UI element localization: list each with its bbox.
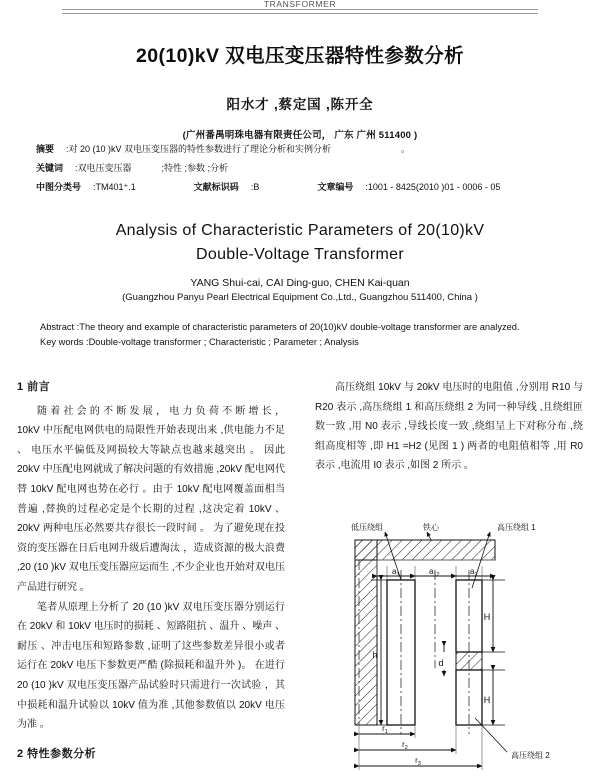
figure-svg bbox=[315, 518, 587, 776]
chinese-abstract-block bbox=[36, 140, 576, 197]
core-yoke bbox=[355, 540, 495, 560]
english-abstract-text: Abstract :The theory and example of characteristic parameters of 20(10)kV double-voltage transformer are analyzed. bbox=[40, 322, 520, 332]
label-a12: $a_{12}$ bbox=[429, 567, 440, 578]
label-r2: $r_2$ bbox=[402, 740, 408, 751]
keywords-primary: :双电压变压器 bbox=[75, 163, 132, 173]
chinese-affiliation: (广州番禺明珠电器有限责任公司， 广东 广州 511400 ) bbox=[182, 130, 418, 141]
keywords-row bbox=[36, 159, 576, 178]
document-code-value: :B bbox=[250, 182, 260, 192]
english-keywords: Key words :Double-voltage transformer ; Characteristic ; Parameter ; Analysis bbox=[40, 337, 359, 347]
section-heading-1: 1 前言 bbox=[17, 381, 51, 393]
label-hv-winding-1: 高压绕组 1 bbox=[497, 523, 536, 532]
english-title-line-2: Double-Voltage Transformer bbox=[196, 246, 404, 263]
article-number-label: 文章编号 bbox=[317, 182, 354, 192]
english-affiliation: (Guangzhou Panyu Pearl Electrical Equipment Co.,Ltd., Guangzhou 511400, China ) bbox=[122, 292, 478, 303]
leader-hv-winding-2 bbox=[475, 718, 507, 752]
page-title: 20(10)kV 双电压变压器特性参数分析 bbox=[135, 45, 465, 67]
document-code-label: 文献标识码 bbox=[193, 182, 239, 192]
abstract-text: :对 20 (10 )kV 双电压变压器的特性参数进行了理论分析和实例分析 bbox=[66, 144, 332, 154]
abstract-end-mark: 。 bbox=[401, 144, 411, 154]
label-r1: $r_1$ bbox=[382, 724, 388, 735]
keywords-rest: ;特性 ;参数 ;分析 bbox=[161, 163, 229, 173]
identifier-row bbox=[36, 178, 576, 197]
header-rule-bottom bbox=[62, 13, 538, 14]
abstract-label: 摘要 bbox=[36, 144, 55, 154]
leader-core bbox=[427, 532, 431, 540]
section-heading-2: 2 特性参数分析 bbox=[17, 747, 97, 760]
label-H-top: H bbox=[483, 612, 491, 622]
abstract-row bbox=[36, 140, 576, 159]
header-rule-top bbox=[62, 9, 538, 10]
body-column-left bbox=[17, 378, 285, 768]
title-block bbox=[0, 18, 600, 141]
article-number-value: :1001 - 8425(2010 )01 - 0006 - 05 bbox=[365, 182, 501, 192]
english-author-list: YANG Shui-cai, CAI Ding-guo, CHEN Kai-quan bbox=[190, 277, 410, 289]
clc-value: :TM401⁺.1 bbox=[93, 182, 136, 192]
label-core: 铁心 bbox=[423, 523, 439, 532]
body-column-right bbox=[315, 378, 583, 476]
label-d: d bbox=[438, 658, 444, 668]
paragraph-analysis-1: 高压绕组 10kV 与 20kV 电压时的电阻值 ,分别用 R10 与 R20 表示 ,高压绕组 1 和高压绕组 2 为同一种导线 ,且绕组匝数一致 ,用 N0 表示 ,导线长度一致 ,绕组呈上下对称分布 ,绕组高度相等 ,即 H1 =H2 (见图 1 ) 两者的电阻值相等 ,用 R0 表示 ,电流用 I0 表示 ,如图 2 所示 。 bbox=[315, 382, 583, 472]
label-h: h bbox=[372, 650, 378, 660]
figure-transformer-cross-section bbox=[315, 518, 587, 776]
clc-label: 中图分类号 bbox=[36, 182, 82, 192]
label-H-bottom: H bbox=[483, 695, 491, 705]
chinese-author-list: 阳水才 ,蔡定国 ,陈开全 bbox=[226, 97, 374, 112]
english-abstract-block bbox=[40, 320, 566, 349]
running-title: TRANSFORMER bbox=[263, 0, 337, 9]
paragraph-intro-2: 笔者从原理上分析了 20 (10 )kV 双电压变压器分别运行在 20kV 和 10kV 电压时的损耗 、短路阻抗 、温升 、噪声 、耐压 、冲击电压和短路参数 ,证明了这些参数差异很小或者运行在 20kV 电压下参数更严酷 (除损耗和温升外 )。 在进行 20 (10 )kV 双电压变压器产品试验时只需进行一次试验 ，其中损耗和温升试验以 10kV 值为准 ,其他参数值以 20kV 电压为准 。 bbox=[17, 601, 285, 731]
label-a1: $a_1$ bbox=[392, 567, 400, 578]
label-a2: $a_2$ bbox=[470, 567, 478, 578]
paragraph-intro-1: 随 着 社 会 的 不 断 发 展 ， 电 力 负 荷 不 断 增 长 ， 10kV 中压配电网供电的局限性开始表现出来 ,供电能力不足 、 电压水平偏低及网损较大等缺点也越来越突出 。 因此 20kV 中压配电网就成了解决问题的有效措施 ,20kV 配电网代替 10kV 配电网也势在必行 。由于 10kV 配电网覆盖面相当普遍 ,替换的过程必定是个长期的过程 ,这决定着 10kV 、20kV 两种电压必然要共存很长一段时间 。 为了避免现在投资的变压器在日后电网升级后遭淘汰 ，造成资源的极大浪费 ,20 (10 )kV 双电压变压器应运而生 ,不少企业也开始对双电压产品进行研究 。 bbox=[17, 405, 285, 593]
core-vertical-limb bbox=[355, 540, 377, 725]
keywords-label: 关键词 bbox=[36, 163, 64, 173]
label-r3: $r_3$ bbox=[415, 756, 421, 767]
english-title-line-1: Analysis of Characteristic Parameters of 20(10)kV bbox=[115, 222, 485, 239]
label-hv-winding-2: 高压绕组 2 bbox=[511, 751, 550, 760]
page-header bbox=[0, 0, 600, 16]
label-lv-winding: 低压绕组 bbox=[351, 523, 383, 532]
english-title bbox=[0, 219, 600, 267]
